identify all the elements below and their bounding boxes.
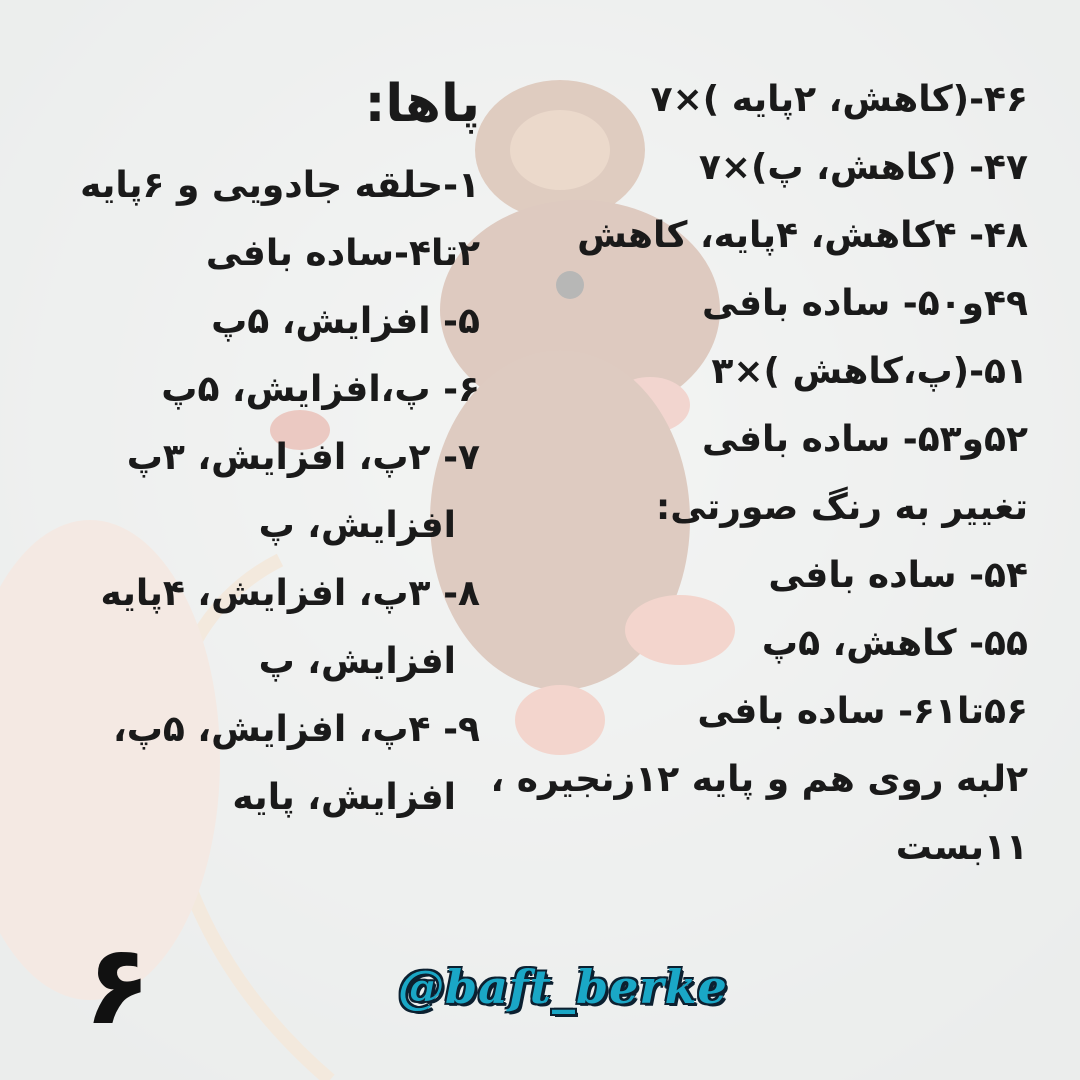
instagram-handle: @baft_berke [398, 960, 728, 1014]
section-title: پاها: [364, 74, 480, 134]
instruction-line: تغییر به رنگ صورتی: [655, 487, 1028, 528]
instruction-line: ۵۵- کاهش، ۵پ [761, 623, 1028, 664]
instruction-line: ۴۷- (کاهش، پ)×۷ [698, 147, 1028, 188]
instruction-line: ۵۱-(پ،کاهش )×۳ [711, 351, 1028, 392]
instruction-line: ۵۴- ساده بافی [768, 555, 1028, 596]
right-column-instructions [490, 66, 1028, 882]
instruction-line: ۵- افزایش، ۵پ [211, 301, 480, 342]
instruction-line: ۸- ۳پ، افزایش، ۴پایه [100, 573, 480, 614]
instruction-line: ۲تا۴-ساده بافی [205, 233, 480, 274]
instruction-line: ۴۹و۵۰- ساده بافی [702, 283, 1028, 324]
instruction-line: ۶- پ،افزایش، ۵پ [161, 369, 480, 410]
instruction-line: ۱۱بست [895, 827, 1028, 868]
left-column-instructions [0, 66, 480, 832]
instruction-line: ۵۶تا۶۱- ساده بافی [697, 691, 1028, 732]
instruction-line: ۴۶-(کاهش، ۲پایه )×۷ [650, 79, 1028, 120]
instruction-line: ۵۲و۵۳- ساده بافی [702, 419, 1028, 460]
instruction-line: افزایش، پ [258, 505, 456, 546]
instruction-line: ۲لبه روی هم و پایه ۱۲زنجیره ، [490, 759, 1028, 800]
page-number: ۶ [84, 921, 152, 1049]
instruction-line: ۴۸- ۴کاهش، ۴پایه، کاهش [577, 215, 1028, 256]
instruction-line: ۱-حلقه جادویی و ۶پایه [80, 165, 480, 206]
instruction-line: ۹- ۴پ، افزایش، ۵پ، [113, 709, 480, 750]
instruction-line: افزایش، پایه [232, 777, 456, 818]
instruction-line: ۷- ۲پ، افزایش، ۳پ [126, 437, 480, 478]
instruction-line: افزایش، پ [258, 641, 456, 682]
